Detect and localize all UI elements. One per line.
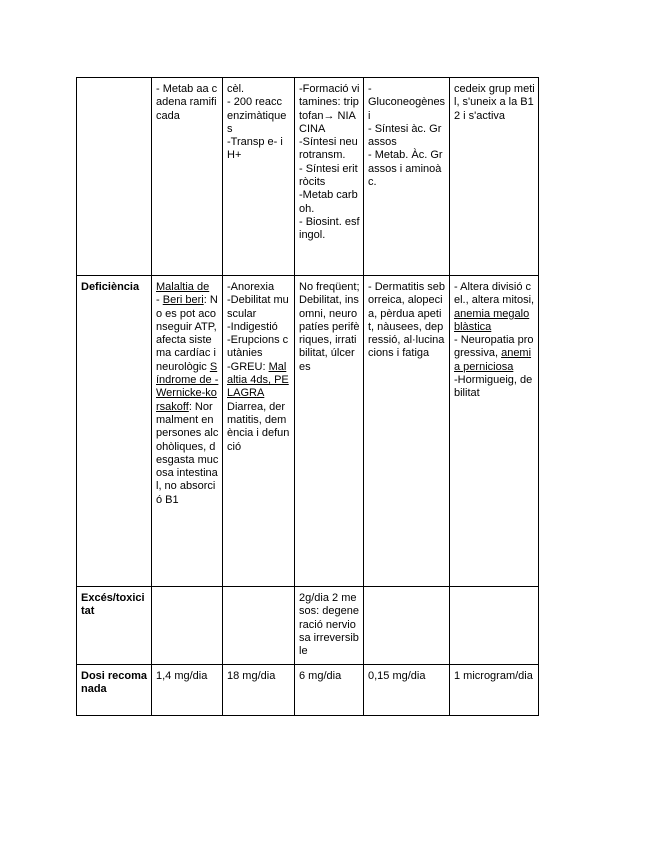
table-row-excess-toxicity xyxy=(77,587,539,665)
cell-text: - xyxy=(156,294,160,307)
table-cell xyxy=(295,276,364,587)
table-cell xyxy=(223,276,295,587)
row-header-cell xyxy=(77,78,152,276)
table-cell xyxy=(152,78,223,276)
table-cell xyxy=(295,665,364,716)
cell-text: 2g/dia 2 mesos: degeneració nerviosa irreversible xyxy=(299,592,359,658)
underlined-text: anemia megaloblàstica xyxy=(454,307,530,333)
vitamins-table xyxy=(76,77,539,716)
underlined-text: Malaltia de xyxy=(156,281,210,293)
cell-text: 0,15 mg/dia xyxy=(368,670,426,682)
cell-text: 18 mg/dia xyxy=(227,670,276,682)
underlined-text: anemia perniciosa xyxy=(454,347,532,373)
cell-text: : No es pot aconseguir ATP, afecta sistema cardíac i neurològic xyxy=(156,294,220,373)
cell-text: - Dermatitis seborreica, alopecia, pèrdua apetit, nàusees, depressió, al·lucinacions i fatiga xyxy=(368,281,446,360)
table-cell xyxy=(450,276,539,587)
table-cell xyxy=(223,665,295,716)
table-row-recommended-dose xyxy=(77,665,539,716)
table-cell xyxy=(152,276,223,587)
underlined-text: Síndrome de -Wernicke-korsakoff xyxy=(156,360,219,413)
cell-text: Deficiència xyxy=(81,281,140,293)
cell-text: Dosi recomanada xyxy=(81,670,148,696)
cell-text: 1 microgram/dia xyxy=(454,670,533,682)
table-cell xyxy=(223,78,295,276)
cell-text: - Metab aa cadena ramificada xyxy=(156,83,218,122)
cell-text: -Anorexia -Debilitat muscular -Indigestió -Erupcions cutànies -GREU: xyxy=(227,281,289,373)
table-row-functions-continued xyxy=(77,78,539,276)
table-cell xyxy=(364,665,450,716)
table-cell xyxy=(450,78,539,276)
cell-text: Diarrea, dermatitis, demència i defunció xyxy=(227,400,290,453)
cell-text: cèl. - 200 reacc enzimàtiques -Transp e- i H+ xyxy=(227,83,287,162)
row-header-cell xyxy=(77,276,152,587)
table-cell xyxy=(223,587,295,665)
cell-text: - Altera divisió cel., altera mitosi, xyxy=(454,281,538,307)
table-row-deficiency xyxy=(77,276,539,587)
cell-text: -Formació vitamines: triptofan→ NIACINA -Síntesi neurotransm. - Síntesi eritròcits -Metab carboh. - Biosint. esfingol. xyxy=(299,83,360,242)
table-cell xyxy=(450,665,539,716)
cell-text: No freqüent; Debilitat, insomni, neuropatíes perifèriques, irratibilitat, úlceres xyxy=(299,281,363,373)
table-cell xyxy=(364,276,450,587)
underlined-text: Beri beri xyxy=(162,294,204,307)
cell-text: -Hormigueig, debilitat xyxy=(454,374,533,400)
table-cell xyxy=(364,587,450,665)
table-cell xyxy=(295,78,364,276)
table-cell xyxy=(295,587,364,665)
cell-text: - Gluconeogènesi - Síntesi àc. Grassos - Metab. Àc. Grassos i aminoàc. xyxy=(368,83,446,189)
underlined-text: Malaltia 4ds, PELAGRA xyxy=(227,360,289,400)
cell-text: Excés/toxicitat xyxy=(81,592,145,618)
table-cell xyxy=(152,587,223,665)
cell-text: cedeix grup metil, s'uneix a la B12 i s'activa xyxy=(454,83,535,122)
cell-text: - Neuropatia progressiva, xyxy=(454,334,534,360)
row-header-cell xyxy=(77,587,152,665)
table-cell xyxy=(450,587,539,665)
table-cell xyxy=(152,665,223,716)
cell-text: 1,4 mg/dia xyxy=(156,670,208,682)
row-header-cell xyxy=(77,665,152,716)
cell-text: : Normalment en persones alcohòliques, desgasta mucosa intestinal, no absorció B1 xyxy=(156,400,219,506)
table-cell xyxy=(364,78,450,276)
cell-text: 6 mg/dia xyxy=(299,670,342,682)
